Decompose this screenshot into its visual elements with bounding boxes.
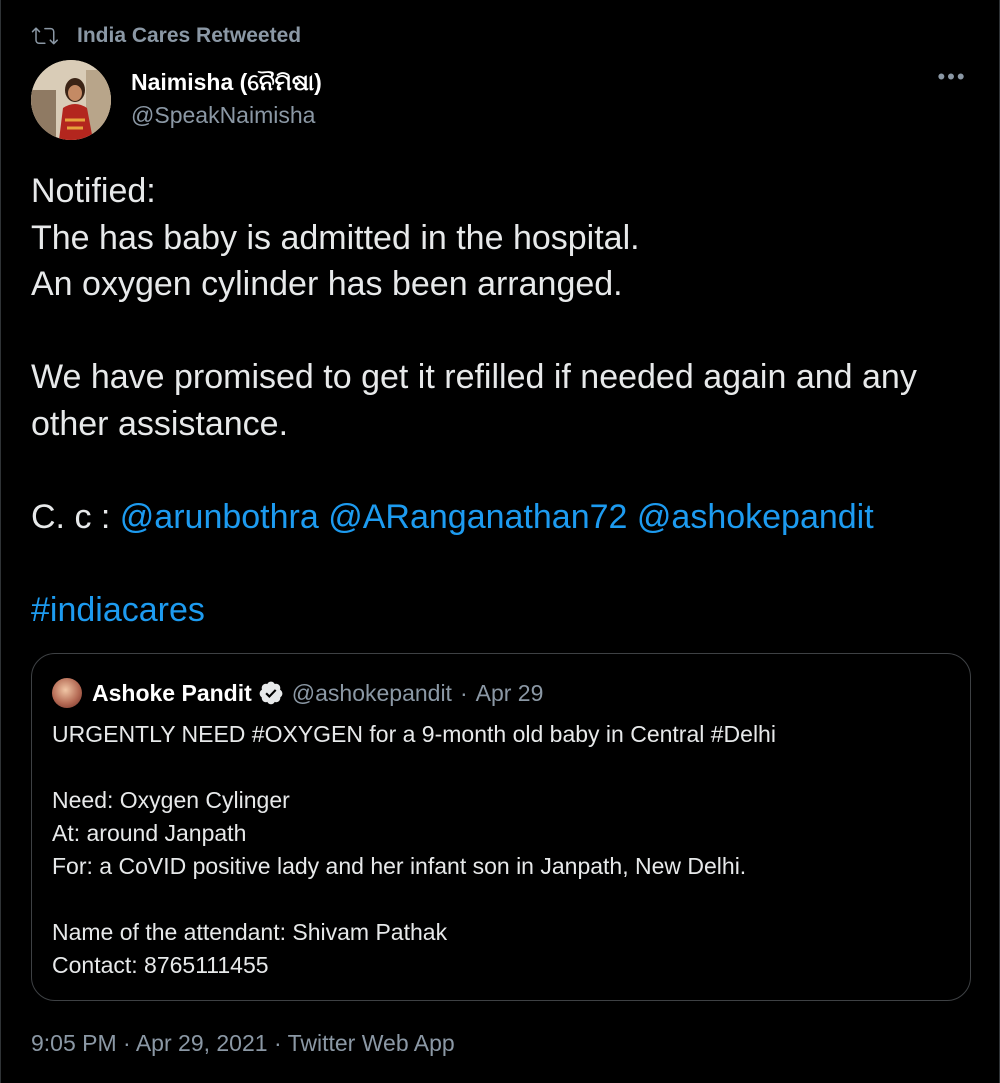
quoted-line: For: a CoVID positive lady and her infant son in Janpath, New Delhi. bbox=[52, 853, 747, 879]
tweet-line: An oxygen cylinder has been arranged. bbox=[31, 265, 623, 303]
author-name[interactable]: Naimisha (ନୈମିଷା) bbox=[131, 69, 322, 95]
hashtag-link[interactable]: #indiacares bbox=[31, 590, 205, 629]
more-options-icon[interactable]: ••• bbox=[937, 64, 967, 89]
quoted-line: At: around Janpath bbox=[52, 820, 247, 846]
quoted-line: Need: Oxygen Cylinger bbox=[52, 787, 290, 813]
verified-badge-icon bbox=[258, 680, 284, 706]
quoted-author-avatar bbox=[52, 678, 82, 708]
quoted-tweet-header bbox=[52, 674, 950, 712]
quoted-separator: · bbox=[459, 679, 468, 706]
quoted-tweet-text bbox=[52, 718, 950, 982]
quoted-author-name: Ashoke Pandit bbox=[92, 679, 252, 706]
author-block[interactable] bbox=[131, 66, 322, 132]
author-handle[interactable]: @SpeakNaimisha bbox=[131, 102, 316, 128]
tweet-cc-line bbox=[31, 494, 971, 541]
meta-separator: · bbox=[123, 1030, 131, 1056]
quoted-line: URGENTLY NEED #OXYGEN for a 9-month old baby in Central #Delhi bbox=[52, 721, 776, 747]
tweet-line: Notified: bbox=[31, 172, 156, 210]
cc-label: C. c : bbox=[31, 497, 120, 536]
quoted-author-handle: @ashokepandit bbox=[291, 679, 452, 706]
tweet-source-app[interactable]: Twitter Web App bbox=[287, 1030, 455, 1056]
tweet-meta bbox=[31, 1030, 455, 1057]
quoted-line: Contact: 8765111455 bbox=[52, 952, 269, 978]
mention-link[interactable]: @ashokepandit bbox=[636, 497, 874, 536]
quoted-tweet[interactable] bbox=[31, 653, 971, 1001]
avatar-image bbox=[31, 60, 111, 140]
mention-link[interactable]: @arunbothra bbox=[119, 497, 319, 536]
tweet-time[interactable]: 9:05 PM bbox=[31, 1030, 117, 1056]
tweet-line: The has baby is admitted in the hospital. bbox=[31, 218, 640, 257]
retweet-icon bbox=[31, 24, 59, 48]
meta-separator: · bbox=[273, 1030, 282, 1056]
tweet-text bbox=[31, 168, 971, 633]
tweet-line: We have promised to get it refilled if needed again and any other assistance. bbox=[31, 358, 917, 443]
tweet-date[interactable]: Apr 29, 2021 bbox=[135, 1030, 268, 1056]
quoted-date: Apr 29 bbox=[475, 679, 544, 706]
quoted-line: Name of the attendant: Shivam Pathak bbox=[52, 919, 448, 945]
mention-link[interactable]: @ARanganathan72 bbox=[328, 497, 628, 536]
retweet-label: India Cares Retweeted bbox=[77, 24, 302, 47]
author-avatar[interactable] bbox=[31, 60, 111, 140]
retweet-context[interactable] bbox=[31, 22, 301, 50]
